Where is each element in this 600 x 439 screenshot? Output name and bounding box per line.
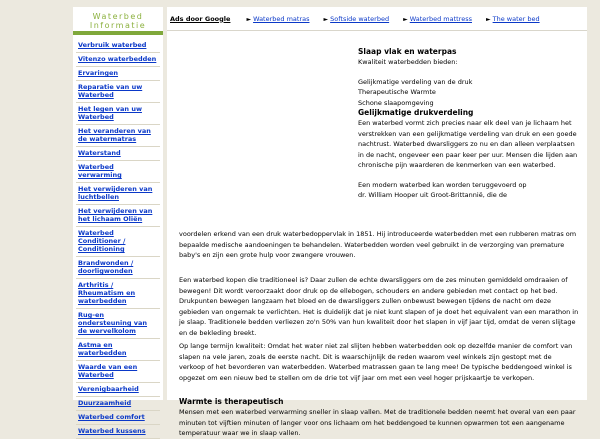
ad-link-label: Waterbed matras [253, 14, 310, 23]
section-heading-drukverdeling: Gelijkmatige drukverdeling [358, 108, 474, 117]
sidebar-link-rug[interactable]: Rug-en ondersteuning van de wervelkolom [76, 309, 160, 339]
logo-line-2: Informatie [89, 21, 147, 30]
sidebar-link-astma[interactable]: Astma en waterbedden [76, 339, 160, 361]
paragraph-history: voordelen erkend van een druk waterbedoppervlak in 1851. Hij introduceerde waterbedden met een rubberen matras om bepaalde medische aandoeningen te behandelen. Waterbedden worden veel gebruikt in de verzorging van premature baby's en zijn een grote hulp voor zwangere vrouwen. [179, 230, 577, 259]
sidebar-link-verbruik[interactable]: Verbruik waterbed [76, 39, 160, 53]
paragraph-long-term-quality: Op lange termijn kwaliteit: Omdat het water niet zal slijten hebben waterbedden ook op dezelfde manier de comfort van slapen na vele jaren, zoals de eerste nacht. Dit is waarschijnlijk de reden waarom veel winkels zijn gestopt met de verkoop of het bevorderen van waterbedden. Waterbed matrassen gaan te lang mee! De typische beddengoed winkel is opgezet om een nieuw bed te stellen om de drie tot vijf jaar om met een veel hoger prijskaartje te verkopen. [179, 342, 573, 382]
article-intro [358, 47, 578, 201]
article-title: Slaap vlak en waterpas [358, 47, 457, 56]
site-logo[interactable] [73, 7, 163, 35]
sidebar-link-brandwonden[interactable]: Brandwonden / doorligwonden [76, 257, 160, 279]
logo-line-1: Waterbed [92, 12, 144, 21]
section-heading-warmte: Warmte is therapeutisch [179, 397, 284, 406]
ad-link-label: The water bed [492, 14, 540, 23]
sidebar-link-vitenzo[interactable]: Vitenzo waterbedden [76, 53, 160, 67]
triangle-arrow-icon: ► [403, 15, 408, 23]
paragraph-drukverdeling: Een waterbed vormt zich precies naar elk deel van je lichaam het verstrekken van een gelijkmatige verdeling van druk en een goede nachtrust. Waterbed dwarsliggers zo nu en dan alleen verplaatsen in de nacht, ongeveer een paar keer per uur. Mensen die lijden aan chronische pijn waarderen de kenmerken van een waterbed. [358, 119, 578, 169]
sidebar-link-reparatie[interactable]: Reparatie van uw Waterbed [76, 81, 160, 103]
ad-link-waterbed-mattress[interactable] [403, 15, 472, 23]
ad-link-label: Waterbed mattress [409, 14, 472, 23]
main-column [167, 7, 587, 437]
ad-link-label: Softside waterbed [330, 14, 390, 23]
sidebar-link-waarde[interactable]: Waarde van een Waterbed [76, 361, 160, 383]
sidebar-link-ervaringen[interactable]: Ervaringen [76, 67, 160, 81]
sidebar-link-duurzaamheid[interactable]: Duurzaamheid [76, 397, 160, 411]
sidebar-link-luchtbellen[interactable]: Het verwijderen van luchtbellen [76, 183, 160, 205]
ad-link-softside-waterbed[interactable] [324, 15, 390, 23]
sidebar-link-verenigbaarheid[interactable]: Verenigbaarheid [76, 383, 160, 397]
sidebar-link-comfort[interactable]: Waterbed comfort [76, 411, 160, 425]
sidebar-link-conditioner[interactable]: Waterbed Conditioner / Conditioning [76, 227, 160, 257]
benefit-item: Schone slaapomgeving [358, 98, 434, 107]
sidebar-link-legen[interactable]: Het legen van uw Waterbed [76, 103, 160, 125]
sidebar-nav [73, 35, 163, 439]
triangle-arrow-icon: ► [323, 15, 329, 23]
left-column [73, 7, 163, 435]
sidebar-link-kussens[interactable]: Waterbed kussens [76, 425, 160, 439]
ad-bar [167, 7, 587, 31]
triangle-arrow-icon: ► [485, 15, 491, 23]
paragraph-warmte: Mensen met een waterbed verwarming sneller in slaap vallen. Met de traditionele bedden neemt het overal van een paar minuten tot vijftien minuten of langer voor ons lichaam om het beddengoed te kunnen opwarmen tot een aangename temperatuur waar we in slaap vallen. [179, 408, 576, 437]
intro-text: Kwaliteit waterbedden bieden: [358, 58, 458, 66]
paragraph-traditional-bed: Een waterbed kopen die traditioneel is? Daar zullen de echte dwarsliggers om de zes minuten gemiddeld omdraaien of bewegen! Dit wordt veroorzaakt door druk op de ellebogen, schouders en andere gebieden met contact op het bed. Drukpunten bewegen langzaam het bloed en de dwarsliggers zullen onbewust bewegen tijdens de nacht om deze gebieden van ongemak te verlichten. Het is duidelijk dat je niet kunt slapen of je doet het equivalent van een marathon in je slaap. Traditionele bedden verliezen zo'n 50% van hun kwaliteit door het slapen in vijf jaar tijd, omdat de veren slijtage en de bekleding breekt. [179, 276, 579, 337]
ad-link-waterbed-matras[interactable] [246, 15, 309, 23]
benefit-item: Therapeutische Warmte [358, 88, 436, 96]
paragraph-history-line2: dr. William Hooper uit Groot-Brittannië, die de [358, 191, 507, 199]
paragraph-history-line1: Een modern waterbed kan worden teruggevoerd op [358, 180, 527, 189]
sidebar-link-veranderen[interactable]: Het veranderen van de watermatras [76, 125, 160, 147]
ad-link-the-water-bed[interactable] [486, 15, 540, 23]
ads-by-google-link[interactable]: Ads door Google [170, 14, 231, 23]
sidebar-link-arthritis[interactable]: Arthritis / Rheumatism en waterbedden [76, 279, 160, 309]
sidebar-link-verwarming[interactable]: Waterbed verwarming [76, 161, 160, 183]
sidebar-link-olien[interactable]: Het verwijderen van het lichaam Oliën [76, 205, 160, 227]
benefit-item: Gelijkmatige verdeling van de druk [358, 77, 473, 86]
triangle-arrow-icon: ► [246, 15, 252, 23]
sidebar-link-waterstand[interactable]: Waterstand [76, 147, 160, 161]
